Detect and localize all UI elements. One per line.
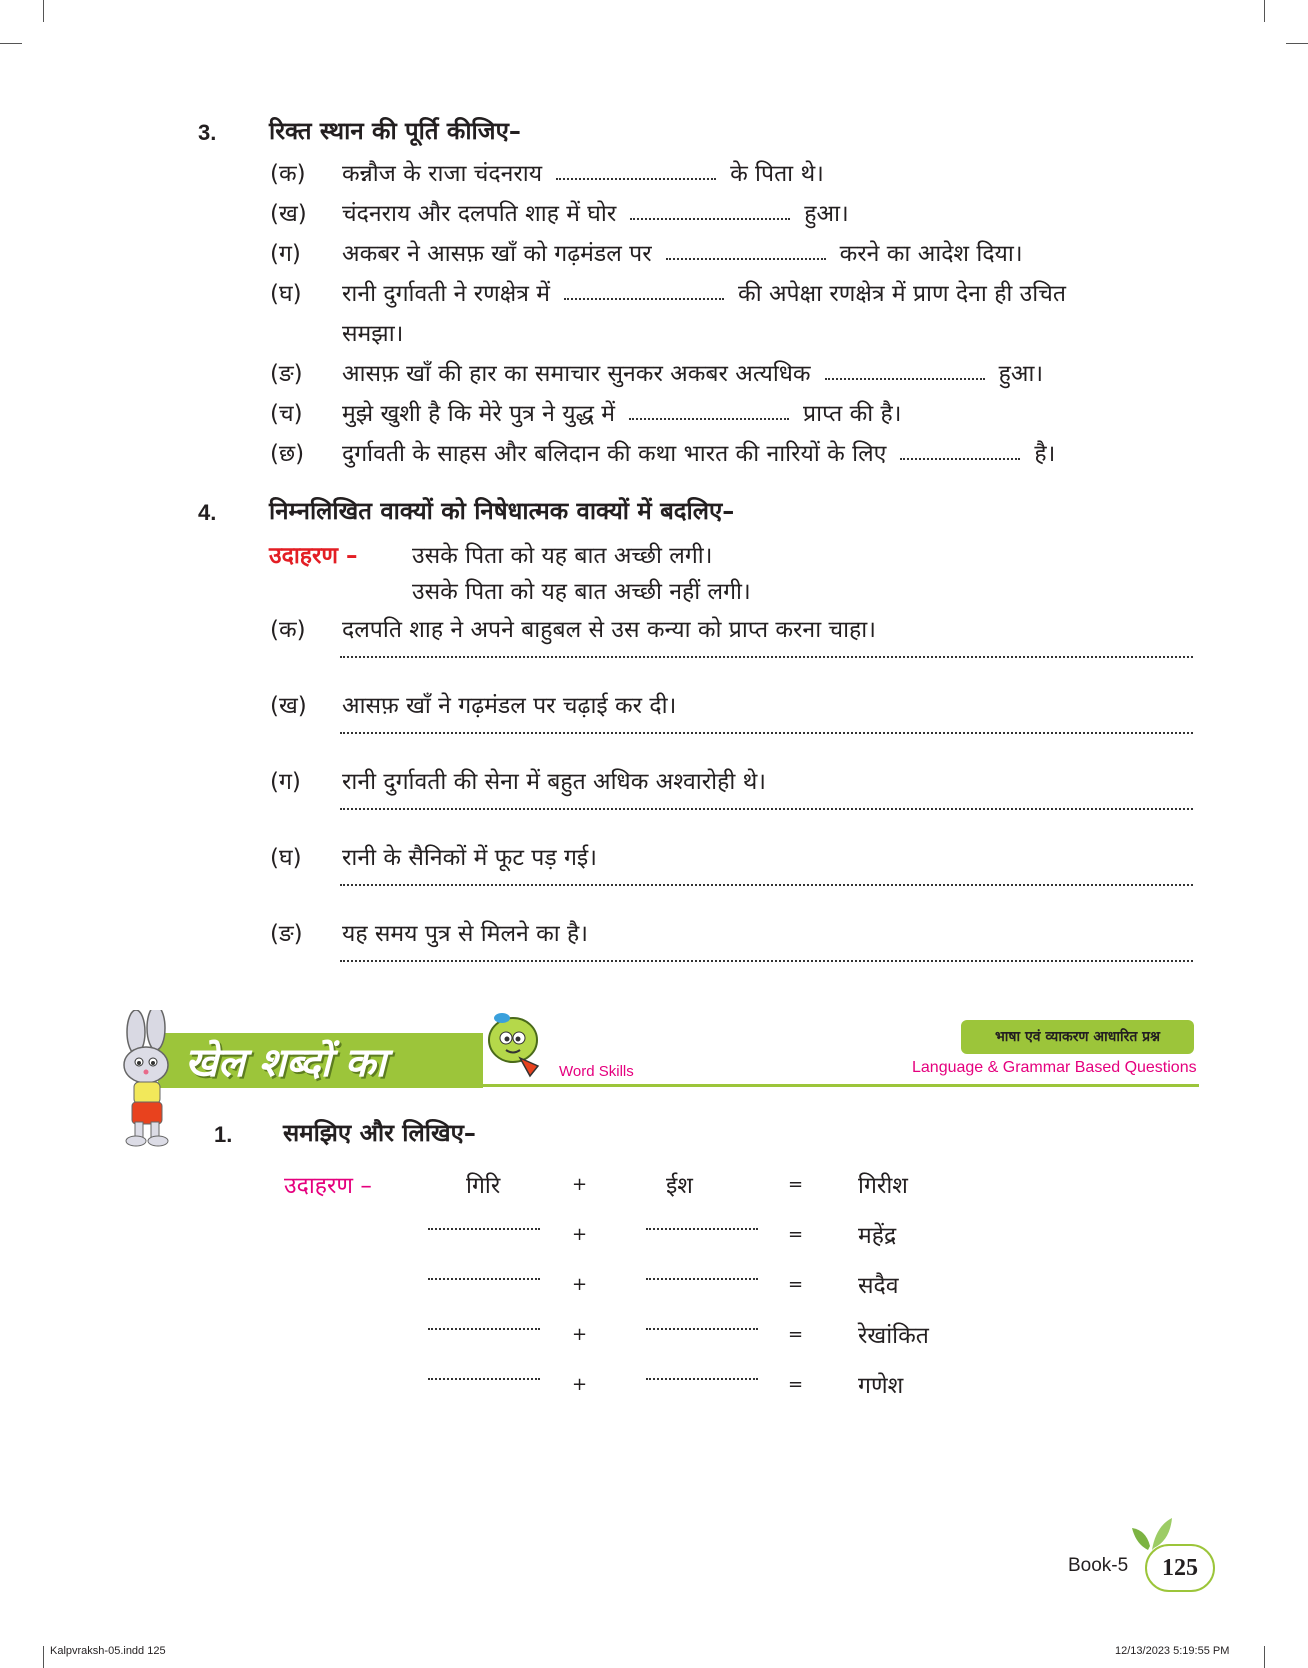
plus-sign: + — [572, 1324, 588, 1345]
item-text-pre: मुझे खुशी है कि मेरे पुत्र ने युद्ध में — [342, 401, 616, 427]
answer-line[interactable] — [340, 656, 1193, 658]
plus-sign: + — [572, 1224, 588, 1245]
item-text: रानी के सैनिकों में फूट पड़ गई। — [342, 845, 597, 871]
category-label-en: Language & Grammar Based Questions — [912, 1059, 1197, 1076]
result-word: गणेश — [858, 1373, 904, 1399]
blank-part-a[interactable] — [428, 1228, 540, 1230]
item-text-post: हुआ। — [998, 361, 1044, 387]
example-answer: उसके पिता को यह बात अच्छी नहीं लगी। — [412, 579, 751, 605]
question-3-title: रिक्त स्थान की पूर्ति कीजिए– — [269, 117, 521, 145]
blank-line — [564, 290, 724, 300]
q3-item — [270, 276, 1066, 308]
item-text: दलपति शाह ने अपने बाहुबल से उस कन्या को प्राप्त करना चाहा। — [342, 617, 876, 643]
pencil-mascot-icon — [480, 1010, 550, 1080]
q3-item — [270, 196, 849, 228]
item-text-post: की अपेक्षा रणक्षेत्र में प्राण देना ही उचित — [738, 281, 1066, 307]
q4-item — [270, 612, 876, 644]
item-text-post: प्राप्त की है। — [803, 401, 902, 427]
item-label: (ङ) — [270, 921, 303, 947]
category-badge: भाषा एवं व्याकरण आधारित प्रश्न — [961, 1020, 1194, 1054]
item-label: (च) — [270, 401, 303, 427]
item-text-pre: चंदनराय और दलपति शाह में घोर — [342, 201, 617, 227]
item-label: (क) — [270, 161, 306, 187]
banner-underline — [483, 1084, 1199, 1087]
q3-item — [270, 156, 824, 188]
item-label: (क) — [270, 617, 306, 643]
item-text: आसफ़ खाँ ने गढ़मंडल पर चढ़ाई कर दी। — [342, 693, 677, 719]
crop-mark — [43, 1646, 44, 1668]
crop-mark — [1286, 43, 1308, 44]
plus-sign: + — [572, 1274, 588, 1295]
blank-line — [629, 410, 789, 420]
item-text: यह समय पुत्र से मिलने का है। — [342, 921, 588, 947]
word-skills-q1-number: 1. — [214, 1122, 233, 1147]
blank-line — [630, 210, 790, 220]
crop-mark — [1264, 1646, 1265, 1668]
q4-item — [270, 916, 588, 948]
item-text-pre: अकबर ने आसफ़ खाँ को गढ़मंडल पर — [342, 241, 652, 267]
item-label: (ग) — [270, 241, 301, 267]
equals-sign: = — [788, 1274, 804, 1295]
question-4-title: निम्नलिखित वाक्यों को निषेधात्मक वाक्यों में बदलिए– — [269, 497, 735, 525]
equals-sign: = — [788, 1324, 804, 1345]
item-label: (छ) — [270, 441, 305, 467]
page-number: 125 — [1145, 1544, 1215, 1592]
item-text-post: है। — [1034, 441, 1056, 467]
q4-item — [270, 688, 676, 720]
result-word: महेंद्र — [858, 1223, 897, 1249]
rabbit-mascot-icon — [108, 1010, 198, 1150]
blank-part-b[interactable] — [646, 1378, 758, 1380]
item-label: (ख) — [270, 693, 307, 719]
item-text-post: के पिता थे। — [730, 161, 824, 187]
question-4-number: 4. — [198, 500, 217, 525]
question-3-number: 3. — [198, 120, 217, 145]
answer-line[interactable] — [340, 884, 1193, 886]
blank-line — [556, 170, 716, 180]
blank-line — [825, 370, 985, 380]
example-result: गिरीश — [858, 1173, 908, 1199]
book-label: Book-5 — [1068, 1555, 1129, 1576]
example-label: उदाहरण – — [269, 543, 358, 569]
blank-part-b[interactable] — [646, 1278, 758, 1280]
q3-item — [270, 356, 1043, 388]
equals-sign: = — [788, 1224, 804, 1245]
item-text-pre: कन्नौज के राजा चंदनराय — [342, 161, 543, 187]
item-label: (ख) — [270, 201, 307, 227]
equals-sign: = — [788, 1374, 804, 1395]
crop-mark — [1264, 0, 1265, 22]
q4-item — [270, 764, 766, 796]
answer-line[interactable] — [340, 808, 1193, 810]
blank-part-b[interactable] — [646, 1228, 758, 1230]
result-word: रेखांकित — [858, 1323, 929, 1349]
crop-mark — [0, 43, 22, 44]
equals-sign: = — [788, 1174, 804, 1195]
item-text: रानी दुर्गावती की सेना में बहुत अधिक अश्वारोही थे। — [342, 769, 767, 795]
blank-line — [666, 250, 826, 260]
item-text-pre: रानी दुर्गावती ने रणक्षेत्र में — [342, 281, 551, 307]
answer-line[interactable] — [340, 732, 1193, 734]
item-label: (ग) — [270, 769, 301, 795]
plus-sign: + — [572, 1374, 588, 1395]
q3-item — [270, 236, 1023, 268]
crop-mark — [43, 0, 44, 22]
item-text-post: करने का आदेश दिया। — [839, 241, 1023, 267]
q4-item — [270, 840, 597, 872]
item-label: (घ) — [270, 281, 302, 307]
item-text-post: हुआ। — [804, 201, 849, 227]
banner-subtitle: Word Skills — [559, 1063, 634, 1080]
blank-part-a[interactable] — [428, 1278, 540, 1280]
q3-item-continuation: समझा। — [342, 321, 404, 347]
blank-part-b[interactable] — [646, 1328, 758, 1330]
q3-item — [270, 436, 1055, 468]
blank-part-a[interactable] — [428, 1378, 540, 1380]
blank-part-a[interactable] — [428, 1328, 540, 1330]
example-word-b: ईश — [666, 1173, 693, 1199]
footer-file: Kalpvraksh-05.indd 125 — [50, 1645, 166, 1657]
example-sentence: उसके पिता को यह बात अच्छी लगी। — [412, 543, 713, 569]
result-word: सदैव — [858, 1273, 899, 1299]
item-label: (ङ) — [270, 361, 303, 387]
example-word-a: गिरि — [466, 1173, 501, 1199]
banner-title: खेल शब्दों का — [185, 1040, 386, 1086]
item-text-pre: दुर्गावती के साहस और बलिदान की कथा भारत की नारियों के लिए — [342, 441, 887, 467]
answer-line[interactable] — [340, 960, 1193, 962]
word-skills-q1-title: समझिए और लिखिए– — [283, 1119, 476, 1147]
example-label: उदाहरण – — [284, 1173, 372, 1199]
footer-timestamp: 12/13/2023 5:19:55 PM — [1115, 1645, 1230, 1657]
item-text-pre: आसफ़ खाँ की हार का समाचार सुनकर अकबर अत्यधिक — [342, 361, 811, 387]
q3-item — [270, 396, 901, 428]
plus-sign: + — [572, 1174, 588, 1195]
item-label: (घ) — [270, 845, 302, 871]
blank-line — [900, 450, 1020, 460]
